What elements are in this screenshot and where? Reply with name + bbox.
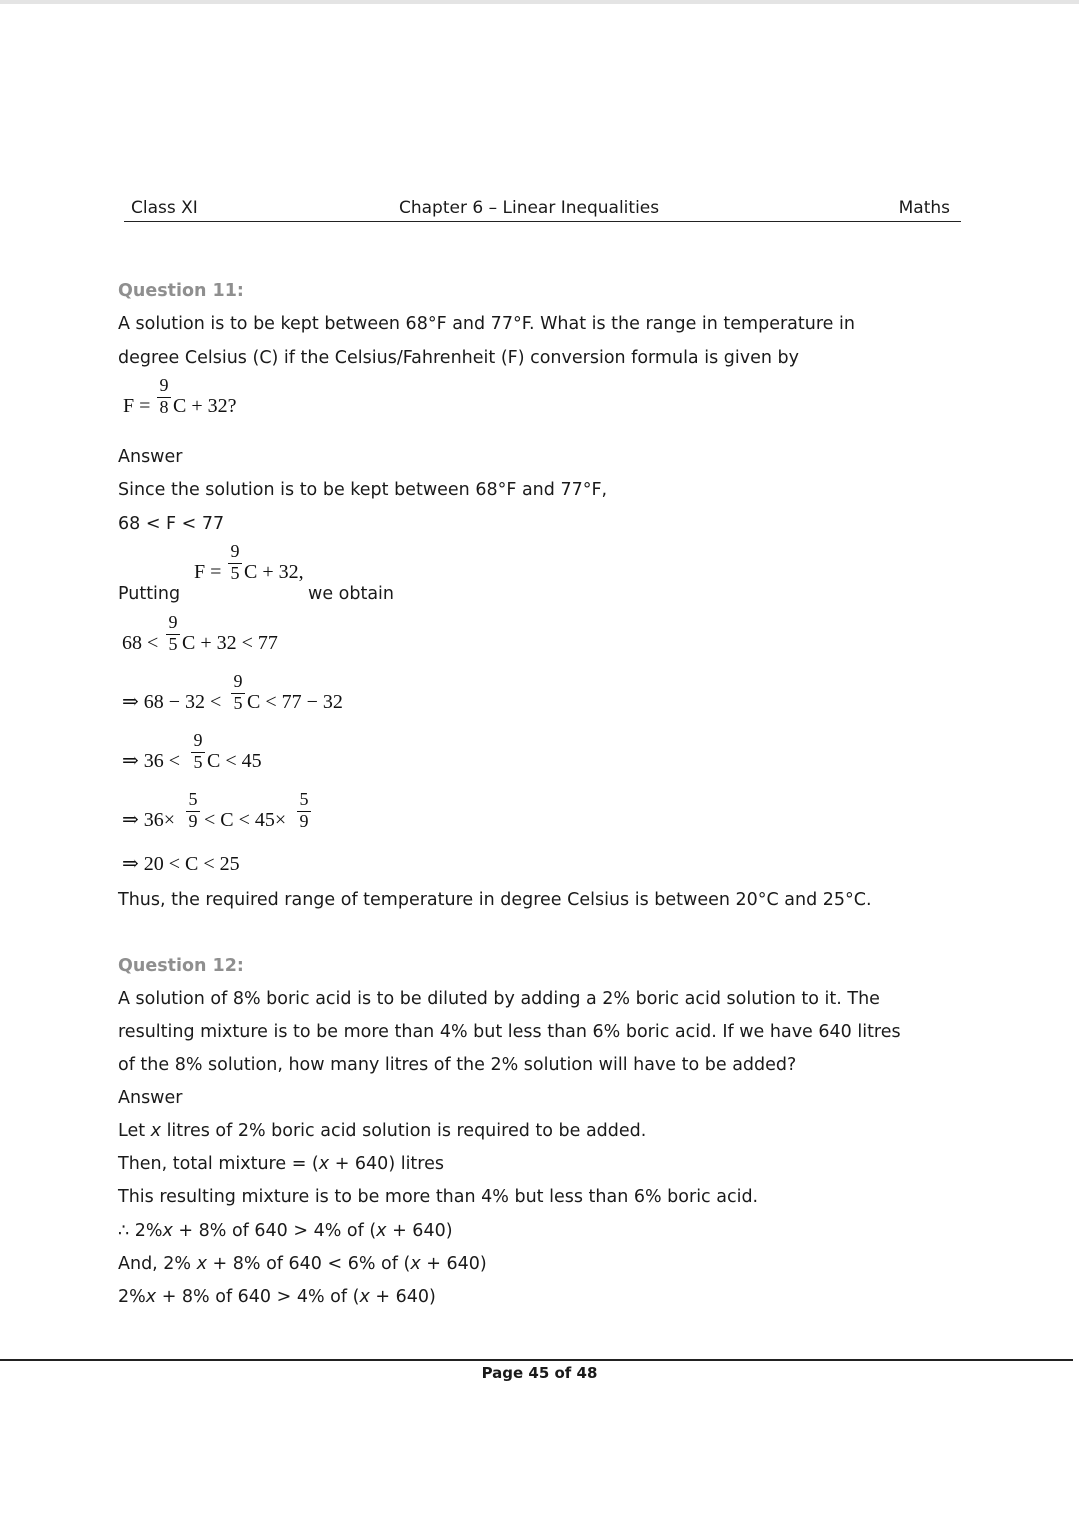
- top-edge: [0, 0, 1079, 4]
- answer-line-2: Then, total mixture = (x + 640) litres: [118, 1154, 444, 1174]
- answer-line-3: This resulting mixture is to be more than 4% but less than 6% boric acid.: [118, 1187, 759, 1207]
- answer-line-6: 2%x + 8% of 640 > 4% of (x + 640): [118, 1287, 436, 1307]
- question-12-text-line-1: A solution of 8% boric acid is to be diluted by adding a 2% boric acid solution to it. The: [118, 989, 880, 1009]
- question-11-text-line-2: degree Celsius (C) if the Celsius/Fahrenheit (F) conversion formula is given by: [118, 348, 799, 368]
- question-11-heading: Question 11:: [118, 281, 244, 301]
- answer-line-2: 68 < F < 77: [118, 514, 225, 534]
- question-11-text-line-1: A solution is to be kept between 68°F and 77°F. What is the range in temperature in: [118, 314, 855, 334]
- header-subject: Maths: [898, 198, 950, 218]
- answer-label: Answer: [118, 1088, 183, 1108]
- answer-line-1: Let x litres of 2% boric acid solution is required to be added.: [118, 1121, 647, 1141]
- page-number: Page 45 of 48: [481, 1364, 598, 1382]
- question-11-conclusion: Thus, the required range of temperature in degree Celsius is between 20°C and 25°C.: [118, 890, 872, 910]
- putting-label: Putting: [118, 584, 181, 604]
- header-chapter: Chapter 6 – Linear Inequalities: [399, 198, 660, 218]
- answer-line-1: Since the solution is to be kept between 68°F and 77°F,: [118, 480, 608, 500]
- answer-line-4: ∴ 2%x + 8% of 640 > 4% of (x + 640): [118, 1221, 453, 1241]
- page-header: [124, 197, 961, 222]
- footer-divider: [0, 1359, 1073, 1361]
- question-12-text-line-2: resulting mixture is to be more than 4% but less than 6% boric acid. If we have 640 litres: [118, 1022, 901, 1042]
- question-12-heading: Question 12:: [118, 956, 244, 976]
- question-12-text-line-3: of the 8% solution, how many litres of the 2% solution will have to be added?: [118, 1055, 797, 1075]
- we-obtain-label: we obtain: [308, 584, 394, 604]
- answer-label: Answer: [118, 447, 183, 467]
- answer-line-5: And, 2% x + 8% of 640 < 6% of (x + 640): [118, 1254, 487, 1274]
- header-class: Class XI: [131, 198, 198, 218]
